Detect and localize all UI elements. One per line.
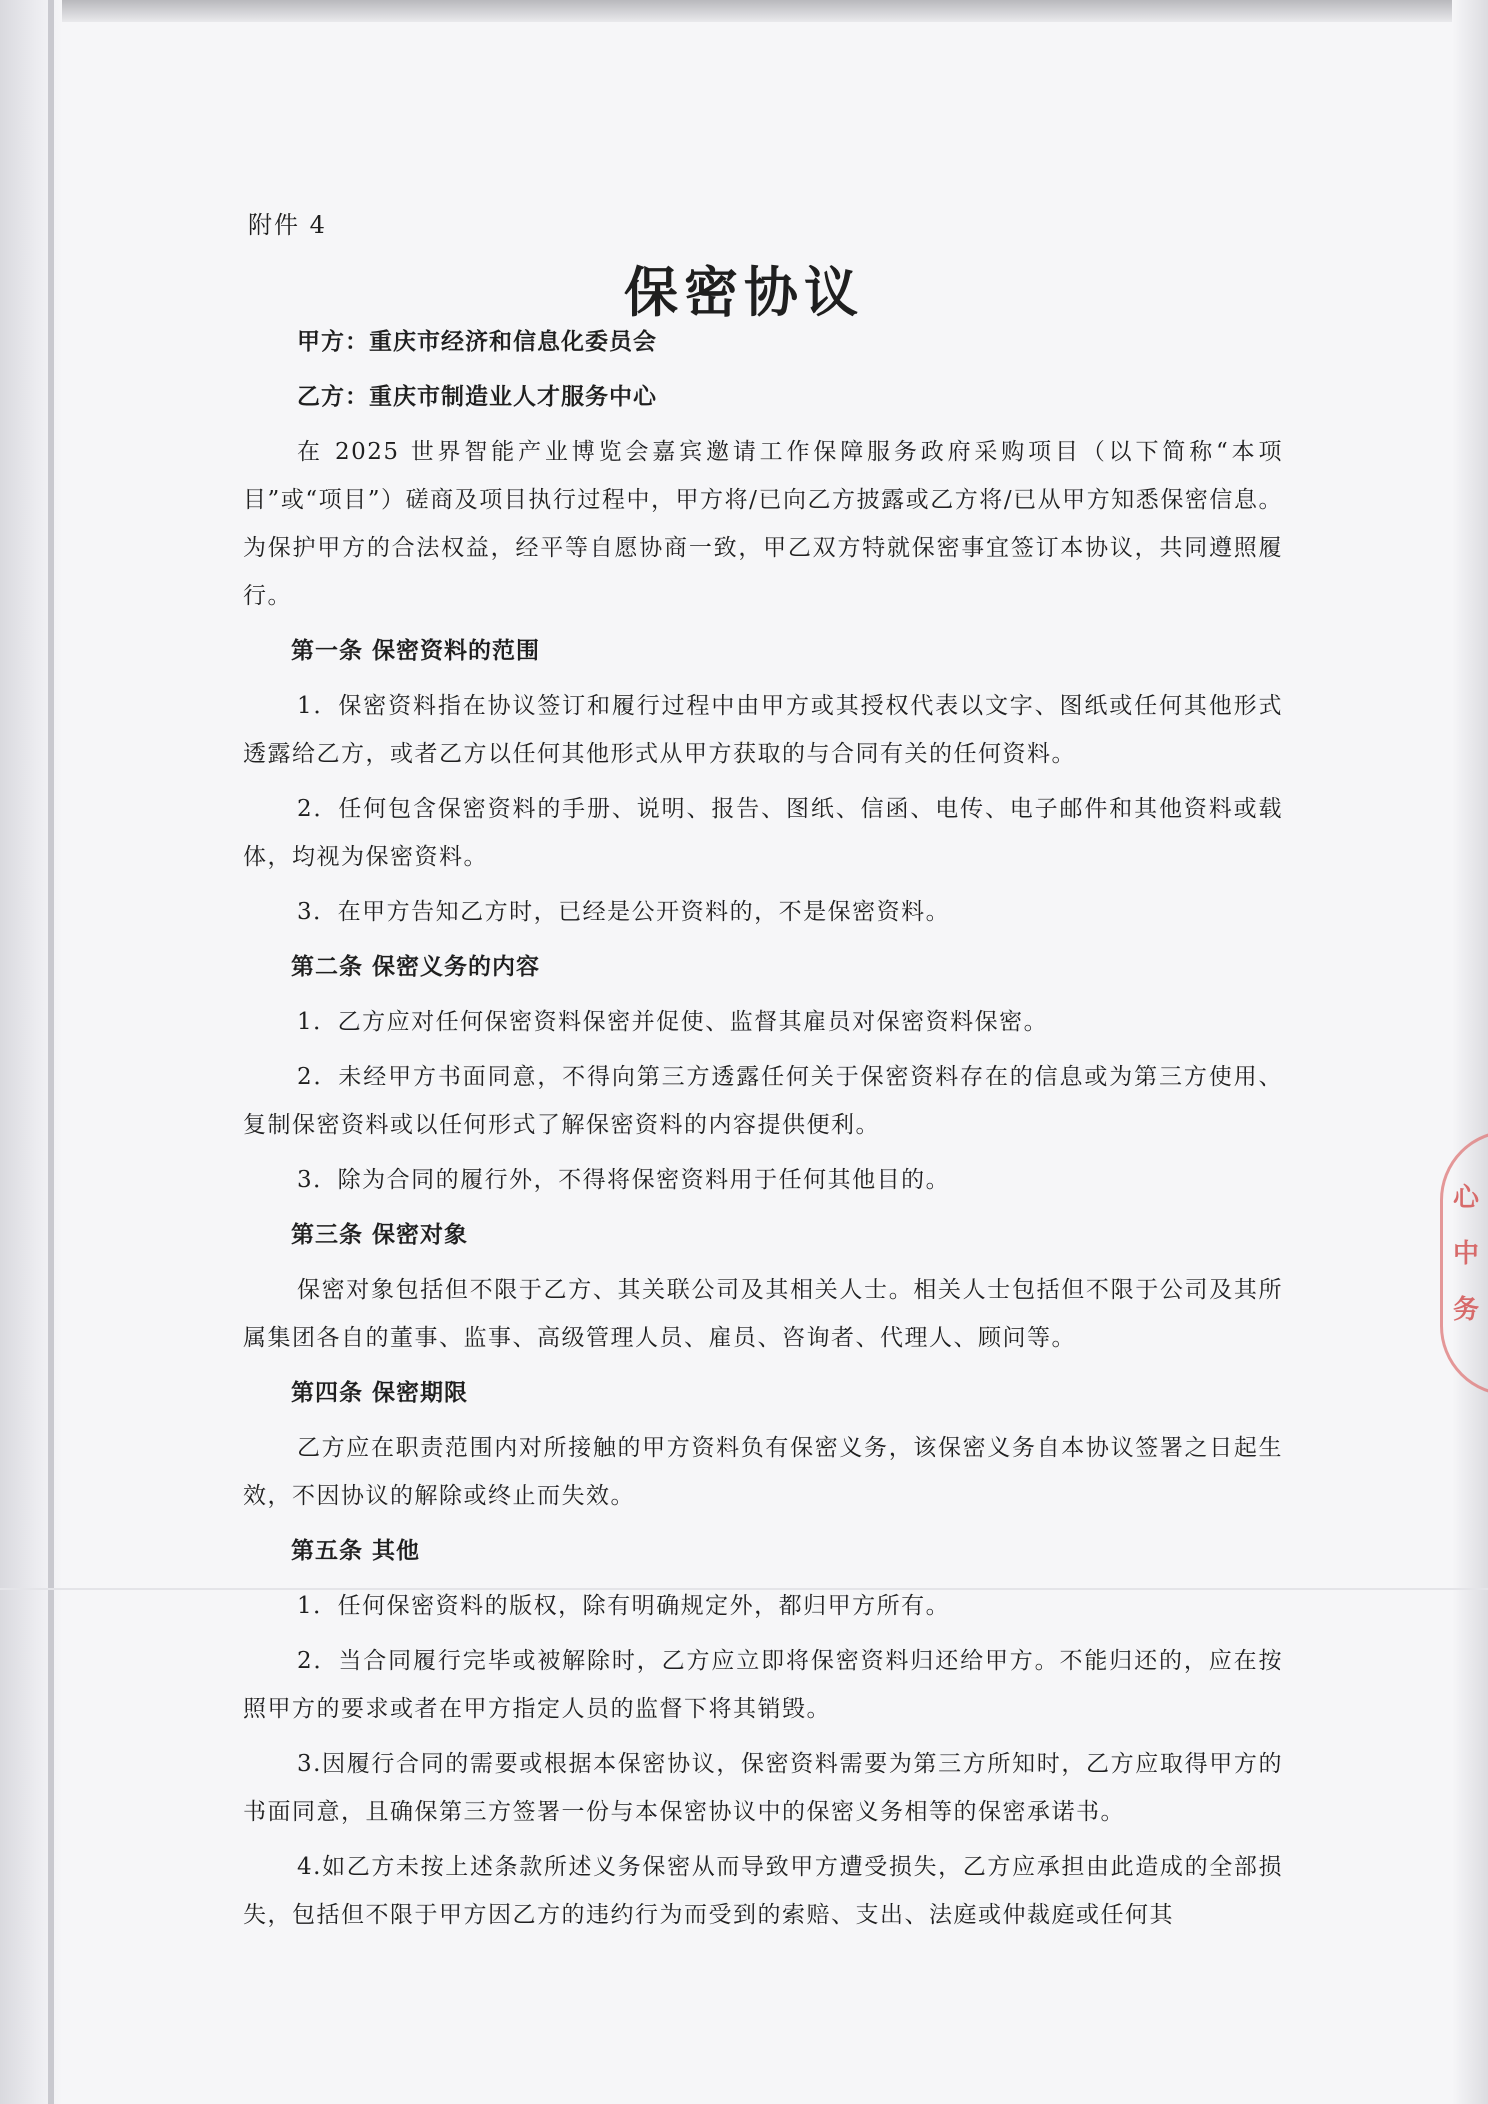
preamble-paragraph: 在 2025 世界智能产业博览会嘉宾邀请工作保障服务政府采购项目（以下简称“本项目”或“项目”）磋商及项目执行过程中，甲方将/已向乙方披露或乙方将/已从甲方知悉保密信息。为保护甲方的合法权益，经平等自愿协商一致，甲乙双方特就保密事宜签订本协议，共同遵照履行。 bbox=[243, 439, 1283, 609]
article-3-heading: 第三条 保密对象 bbox=[291, 1222, 469, 1248]
article-3-text: 保密对象包括但不限于乙方、其关联公司及其相关人士。相关人士包括但不限于公司及其所属集团各自的董事、监事、高级管理人员、雇员、咨询者、代理人、顾问等。 bbox=[243, 1277, 1283, 1351]
article-5-item: 4.如乙方未按上述条款所述义务保密从而导致甲方遭受损失，乙方应承担由此造成的全部损失，包括但不限于甲方因乙方的违约行为而受到的索赔、支出、法庭或仲裁庭或任何其 bbox=[243, 1854, 1283, 1928]
seal-text: 心中务 bbox=[1452, 1183, 1479, 1325]
document-body bbox=[243, 318, 1283, 1946]
article-2-item: 2．未经甲方书面同意，不得向第三方透露任何关于保密资料存在的信息或为第三方使用、复制保密资料或以任何形式了解保密资料的内容提供便利。 bbox=[243, 1064, 1283, 1138]
article-4-text: 乙方应在职责范围内对所接触的甲方资料负有保密义务，该保密义务自本协议签署之日起生效，不因协议的解除或终止而失效。 bbox=[243, 1435, 1283, 1509]
party-a: 甲方：重庆市经济和信息化委员会 bbox=[297, 329, 657, 355]
article-5-heading: 第五条 其他 bbox=[291, 1538, 421, 1564]
article-2-heading: 第二条 保密义务的内容 bbox=[291, 954, 541, 980]
article-4-heading: 第四条 保密期限 bbox=[291, 1380, 469, 1406]
article-5-item: 1．任何保密资料的版权，除有明确规定外，都归甲方所有。 bbox=[297, 1593, 951, 1619]
article-1-item: 1．保密资料指在协议签订和履行过程中由甲方或其授权代表以文字、图纸或任何其他形式透露给乙方，或者乙方以任何其他形式从甲方获取的与合同有关的任何资料。 bbox=[243, 693, 1283, 767]
article-1-item: 2．任何包含保密资料的手册、说明、报告、图纸、信函、电传、电子邮件和其他资料或载体，均视为保密资料。 bbox=[243, 796, 1283, 870]
document-title: 保密协议 bbox=[624, 260, 864, 324]
article-2-item: 3．除为合同的履行外，不得将保密资料用于任何其他目的。 bbox=[297, 1167, 951, 1193]
party-b: 乙方：重庆市制造业人才服务中心 bbox=[297, 384, 657, 410]
scan-top-shadow bbox=[0, 0, 1488, 22]
article-5-item: 2．当合同履行完毕或被解除时，乙方应立即将保密资料归还给甲方。不能归还的，应在按照甲方的要求或者在甲方指定人员的监督下将其销毁。 bbox=[243, 1648, 1283, 1722]
article-1-heading: 第一条 保密资料的范围 bbox=[291, 638, 541, 664]
attachment-label: 附件 4 bbox=[248, 211, 327, 239]
article-2-item: 1．乙方应对任何保密资料保密并促使、监督其雇员对保密资料保密。 bbox=[297, 1009, 1049, 1035]
article-5-item: 3.因履行合同的需要或根据本保密协议，保密资料需要为第三方所知时，乙方应取得甲方的书面同意，且确保第三方签署一份与本保密协议中的保密义务相等的保密承诺书。 bbox=[243, 1751, 1283, 1825]
article-1-item: 3．在甲方告知乙方时，已经是公开资料的，不是保密资料。 bbox=[297, 899, 951, 925]
